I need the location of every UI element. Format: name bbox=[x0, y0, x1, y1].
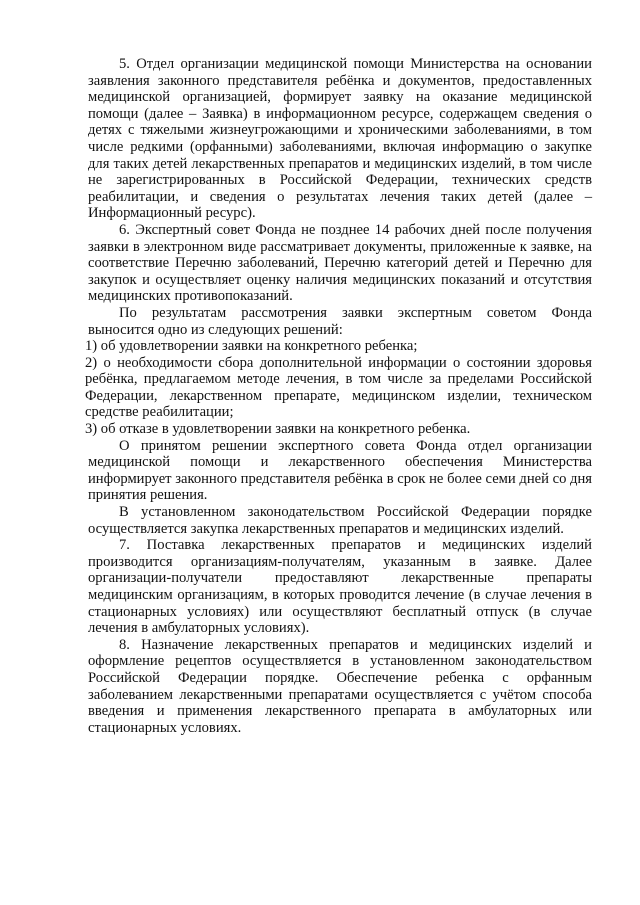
paragraph-item-7: 7. Поставка лекарственных препаратов и медицинских изделий производится организациям-получателям, указанным в заявке. Далее организации-получатели предоставляют лекарственные препараты медицинским организациям, в которых проводится лечение (в случае лечения в стационарных условиях) или осуществляют бесплатный отпуск (в случае лечения в амбулаторных условиях). bbox=[88, 537, 592, 637]
paragraph-notification: О принятом решении экспертного совета Фонда отдел организации медицинской помощи и лекарственного обеспечения Министерства информирует законного представителя ребёнка в срок не более семи дней со дня принятия решения. bbox=[88, 437, 592, 504]
list-item-decision-1: 1) об удовлетворении заявки на конкретного ребенка; bbox=[85, 338, 418, 355]
paragraph-item-5: 5. Отдел организации медицинской помощи Министерства на основании заявления законного представителя ребёнка и документов, предоставленных медицинской организацией, формирует заявку на оказание медицинской помощи (далее – Заявка) в информационном ресурсе, содержащем сведения о детях с тяжелыми жизнеугрожающими и хроническими заболеваниями, в том числе редкими (орфанными) заболеваниями, включая информацию о закупке для таких детей лекарственных препаратов и медицинских изделий, в том числе не зарегистрированных в Российской Федерации, технических средств реабилитации, и сведения о результатах лечения таких детей (далее – Информационный ресурс). bbox=[88, 56, 592, 222]
list-item-decision-2: 2) о необходимости сбора дополнительной информации о состоянии здоровья ребёнка, предлагаемом методе лечения, в том числе за пределами Российской Федерации, лекарственном препарате, медицинском изделии, техническом средстве реабилитации; bbox=[85, 354, 592, 421]
paragraph-item-6: 6. Экспертный совет Фонда не позднее 14 рабочих дней после получения заявки в электронном виде рассматривает документы, приложенные к заявке, на соответствие Перечню заболеваний, Перечню категорий детей и Перечню для закупок и осуществляет оценку наличия медицинских показаний и отсутствия медицинских противопоказаний. bbox=[88, 221, 592, 305]
paragraph-procurement: В установленном законодательством Российской Федерации порядке осуществляется закупка лекарственных препаратов и медицинских изделий. bbox=[88, 504, 592, 537]
list-item-decision-3: 3) об отказе в удовлетворении заявки на конкретного ребенка. bbox=[85, 421, 471, 438]
paragraph-item-8: 8. Назначение лекарственных препаратов и медицинских изделий и оформление рецептов осуществляется в установленном законодательством Российской Федерации порядке. Обеспечение ребенка с орфанным заболеванием лекарственными препаратами осуществляется с учётом способа введения и применения лекарственного препарата в амбулаторных или стационарных условиях. bbox=[88, 636, 592, 736]
document-body bbox=[85, 56, 592, 736]
paragraph-decision-intro: По результатам рассмотрения заявки экспертным советом Фонда выносится одно из следующих решений: bbox=[88, 304, 592, 338]
